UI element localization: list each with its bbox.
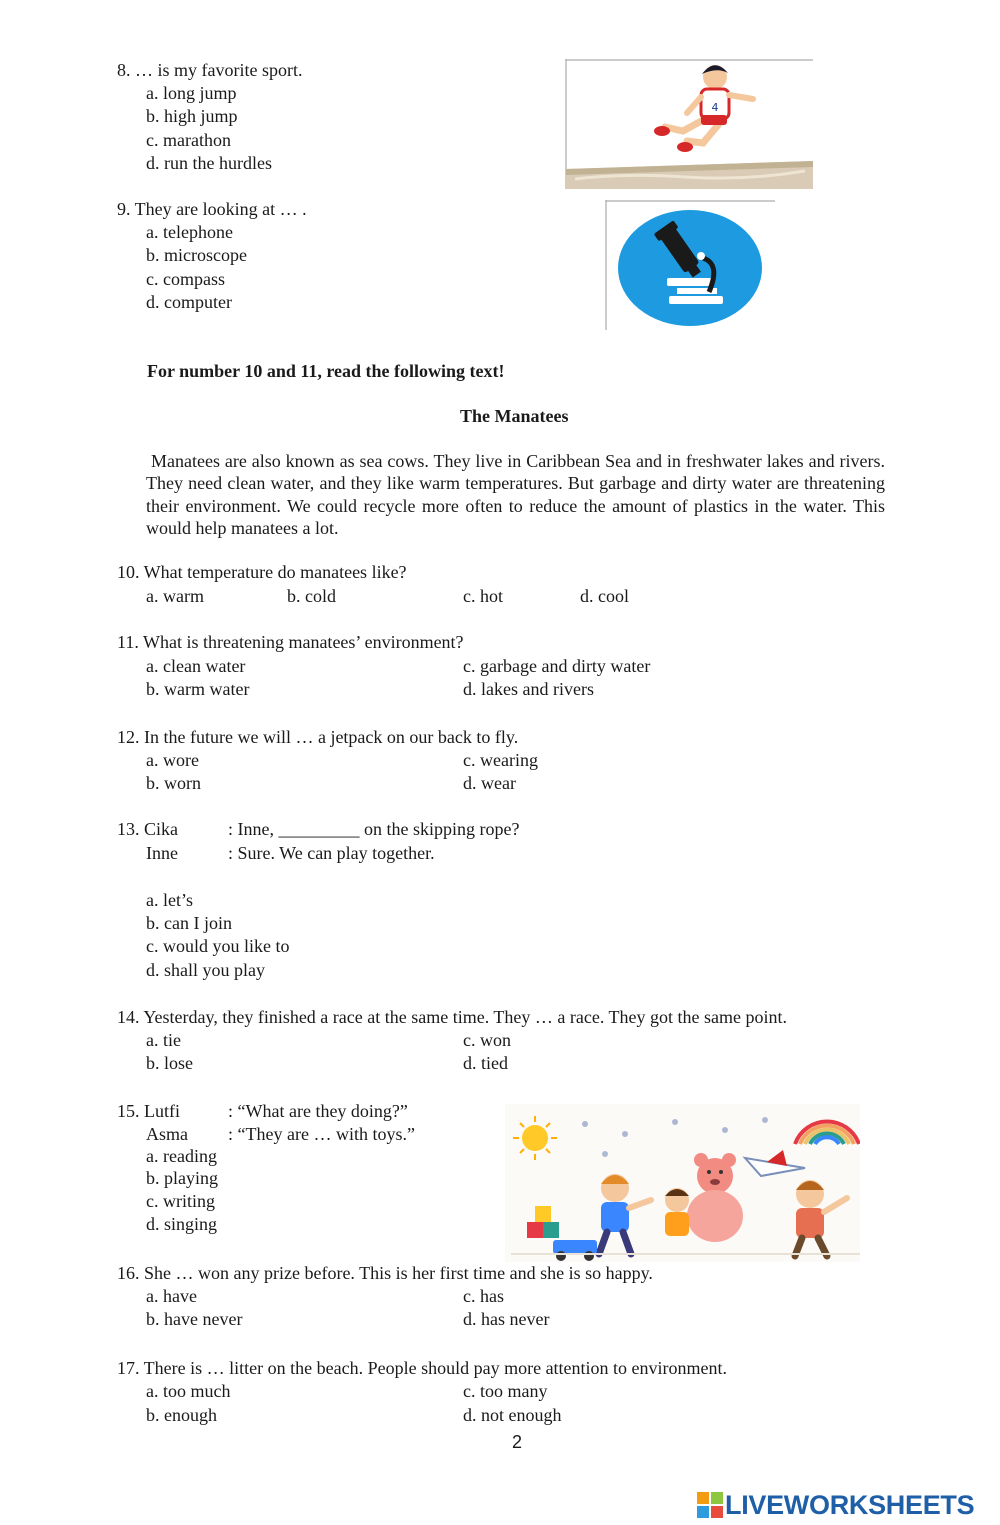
q13-option-a: a. let’s (146, 890, 193, 910)
q15-speaker-1: 15. Lutfi (117, 1101, 180, 1121)
q15-option-b: b. playing (146, 1168, 218, 1188)
q15-line-2: : “They are … with toys.” (228, 1124, 415, 1144)
q8-option-d: d. run the hurdles (146, 153, 272, 173)
q9-question: 9. They are looking at … . (117, 199, 307, 219)
q14-option-c: c. won (463, 1030, 511, 1050)
q17-option-b: b. enough (146, 1405, 217, 1425)
liveworksheets-logo-text: LIVEWORKSHEETS (725, 1489, 975, 1520)
q13-line-2: : Sure. We can play together. (228, 843, 435, 863)
q14-option-a: a. tie (146, 1030, 181, 1050)
q10-option-b: b. cold (287, 586, 336, 606)
q11-option-d: d. lakes and rivers (463, 679, 594, 699)
q9-option-d: d. computer (146, 292, 232, 312)
q12-question: 12. In the future we will … a jetpack on our back to fly. (117, 727, 519, 747)
q16-option-d: d. has never (463, 1309, 550, 1329)
q17-option-a: a. too much (146, 1381, 231, 1401)
q8-option-b: b. high jump (146, 106, 238, 126)
q13-line-1: : Inne, _________ on the skipping rope? (228, 819, 520, 839)
page-number: 2 (512, 1432, 523, 1452)
q12-option-b: b. worn (146, 773, 201, 793)
q11-option-a: a. clean water (146, 656, 246, 676)
q16-option-a: a. have (146, 1286, 197, 1306)
liveworksheets-logo-icon (697, 1492, 723, 1518)
q15-option-d: d. singing (146, 1214, 218, 1234)
reading-instruction: For number 10 and 11, read the following text! (147, 361, 505, 381)
q16-option-c: c. has (463, 1286, 504, 1306)
q11-question: 11. What is threatening manatees’ environment? (117, 632, 464, 652)
q9-option-a: a. telephone (146, 222, 233, 242)
q10-option-d: d. cool (580, 586, 629, 606)
q14-option-b: b. lose (146, 1053, 193, 1073)
q12-option-d: d. wear (463, 773, 516, 793)
liveworksheets-logo[interactable] (697, 1488, 974, 1522)
q17-option-c: c. too many (463, 1381, 548, 1401)
q9-option-b: b. microscope (146, 245, 247, 265)
high-jump-boy-icon (565, 59, 813, 189)
microscope-icon (605, 200, 775, 330)
q15-option-a: a. reading (146, 1146, 217, 1166)
children-playing-toys-icon (505, 1104, 860, 1262)
q14-option-d: d. tied (463, 1053, 508, 1073)
passage-text: Manatees are also known as sea cows. They live in Caribbean Sea and in freshwater lakes and rivers. They need clean water, and they like warm temperatures. But garbage and dirty water are threatening their environment. We could recycle more often to reduce the amount of plastics in the water. This would help manatees a lot. (146, 451, 885, 538)
q14-question: 14. Yesterday, they finished a race at the same time. They … a race. They got the same point. (117, 1007, 787, 1027)
passage-title: The Manatees (460, 406, 569, 426)
q13-option-d: d. shall you play (146, 960, 265, 980)
q11-option-b: b. warm water (146, 679, 250, 699)
q12-option-a: a. wore (146, 750, 199, 770)
q8-question: 8. … is my favorite sport. (117, 60, 303, 80)
q8-option-c: c. marathon (146, 130, 231, 150)
q17-option-d: d. not enough (463, 1405, 562, 1425)
q9-option-c: c. compass (146, 269, 225, 289)
q16-question: 16. She … won any prize before. This is her first time and she is so happy. (117, 1263, 653, 1283)
q17-question: 17. There is … litter on the beach. People should pay more attention to environment. (117, 1358, 728, 1378)
q13-option-b: b. can I join (146, 913, 232, 933)
svg-text:4: 4 (711, 101, 719, 114)
q13-option-c: c. would you like to (146, 936, 290, 956)
q10-option-c: c. hot (463, 586, 503, 606)
q10-option-a: a. warm (146, 586, 204, 606)
q13-speaker-2: Inne (146, 843, 178, 863)
q11-option-c: c. garbage and dirty water (463, 656, 651, 676)
q15-line-1: : “What are they doing?” (228, 1101, 408, 1121)
q8-option-a: a. long jump (146, 83, 237, 103)
q15-speaker-2: Asma (146, 1124, 188, 1144)
q15-option-c: c. writing (146, 1191, 215, 1211)
q16-option-b: b. have never (146, 1309, 243, 1329)
q12-option-c: c. wearing (463, 750, 538, 770)
q10-question: 10. What temperature do manatees like? (117, 562, 407, 582)
q13-speaker-1: 13. Cika (117, 819, 178, 839)
